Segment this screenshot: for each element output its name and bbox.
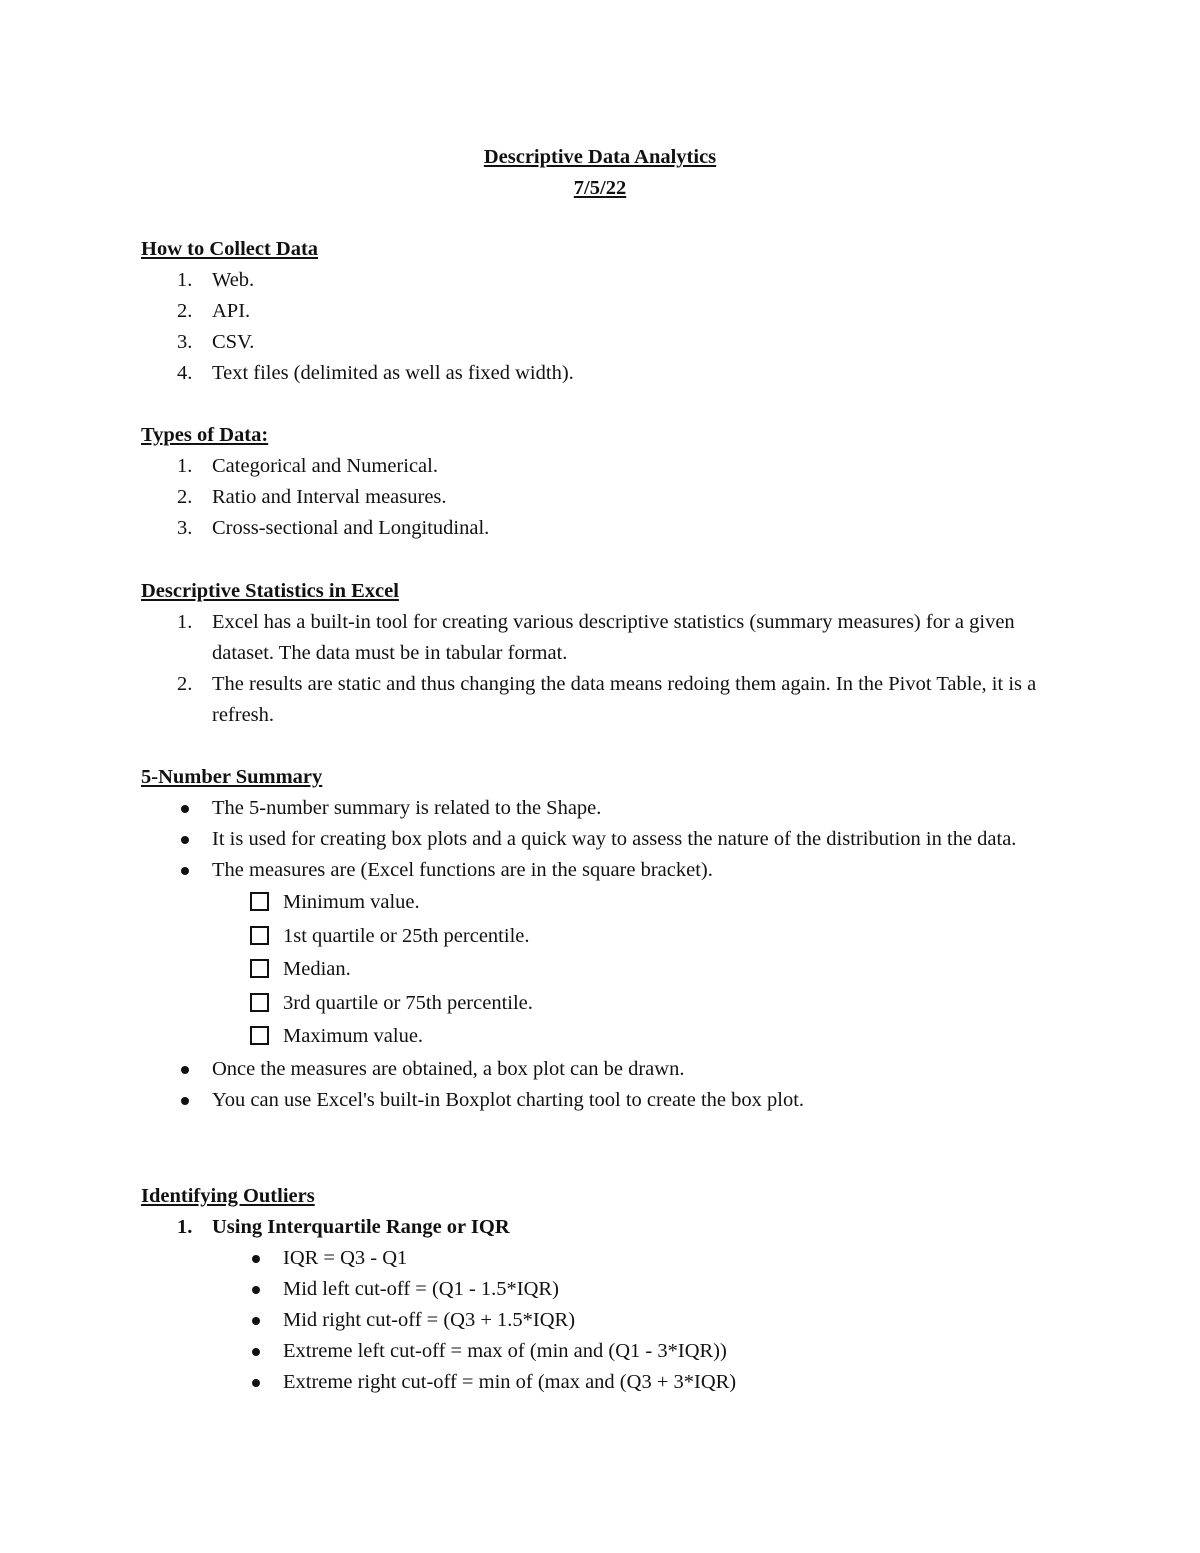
checkbox-list-item <box>141 886 1071 920</box>
list-number: 1. <box>177 1216 193 1238</box>
bullet-icon <box>181 867 189 875</box>
list-item-text: Once the measures are obtained, a box plot can be drawn. <box>212 1057 685 1080</box>
five-number-list <box>141 793 1071 1116</box>
bullet-icon <box>252 1379 260 1387</box>
list-item-text: 1st quartile or 25th percentile. <box>283 924 530 947</box>
list-item-text: The results are static and thus changing the data means redoing them again. In the Pivot Table, it is a refresh. <box>212 673 1037 726</box>
sub-list-item <box>141 1274 1071 1305</box>
list-number: 2. <box>177 673 193 695</box>
list-item-text: Mid right cut-off = (Q3 + 1.5*IQR) <box>283 1309 576 1331</box>
list-item <box>141 793 1071 824</box>
list-item <box>141 824 1071 855</box>
collect-data-list <box>141 265 1071 389</box>
list-item-text: Extreme right cut-off = min of (max and (Q3 + 3*IQR) <box>283 1371 737 1393</box>
list-item <box>141 358 1071 389</box>
list-item <box>141 513 1071 544</box>
list-item-text: Using Interquartile Range or IQR <box>212 1216 510 1238</box>
heading-types-of-data: Types of Data: <box>141 424 269 446</box>
list-item-text: Cross-sectional and Longitudinal. <box>212 517 490 539</box>
list-item <box>141 296 1071 327</box>
title-block <box>0 142 1200 204</box>
list-item-text: Mid left cut-off = (Q1 - 1.5*IQR) <box>283 1278 559 1300</box>
document-title: Descriptive Data Analytics <box>483 146 717 168</box>
outliers-list <box>141 1212 1071 1398</box>
bullet-icon <box>252 1286 260 1294</box>
list-item-text: 3rd quartile or 75th percentile. <box>283 991 533 1014</box>
list-number: 3. <box>177 517 193 539</box>
list-item-text: Categorical and Numerical. <box>212 455 438 477</box>
list-item <box>141 1212 1071 1243</box>
checkbox-square-icon <box>250 1026 269 1045</box>
bullet-icon <box>181 805 189 813</box>
list-item <box>141 607 1071 669</box>
list-item <box>141 482 1071 513</box>
list-item-text: You can use Excel's built-in Boxplot charting tool to create the box plot. <box>212 1088 805 1111</box>
list-item-text: Ratio and Interval measures. <box>212 486 447 508</box>
sub-list-item <box>141 1305 1071 1336</box>
bullet-icon <box>252 1348 260 1356</box>
list-item-text: Maximum value. <box>283 1025 424 1047</box>
list-number: 1. <box>177 269 193 291</box>
bullet-icon <box>252 1255 260 1263</box>
heading-five-number-summary: 5-Number Summary <box>141 766 323 788</box>
list-item-text: Text files (delimited as well as fixed width). <box>212 362 574 384</box>
sub-list-item <box>141 1336 1071 1367</box>
bullet-icon <box>181 1066 189 1074</box>
checkbox-list-item <box>141 1020 1071 1054</box>
excel-stats-list <box>141 607 1071 731</box>
checkbox-square-icon <box>250 959 269 978</box>
document-date: 7/5/22 <box>573 177 627 199</box>
list-number: 4. <box>177 362 193 384</box>
list-item-text: IQR = Q3 - Q1 <box>283 1247 408 1269</box>
checkbox-list-item <box>141 920 1071 954</box>
bullet-icon <box>181 836 189 844</box>
list-item-text: CSV. <box>212 331 255 353</box>
list-item <box>141 327 1071 358</box>
heading-descriptive-stats-excel: Descriptive Statistics in Excel <box>141 580 399 602</box>
sub-list-item <box>141 1367 1071 1398</box>
checkbox-list-item <box>141 953 1071 987</box>
checkbox-square-icon <box>250 926 269 945</box>
list-number: 2. <box>177 300 193 322</box>
list-item <box>141 451 1071 482</box>
heading-collect-data: How to Collect Data <box>141 238 319 260</box>
list-number: 3. <box>177 331 193 353</box>
list-item <box>141 1054 1071 1085</box>
list-item-text: The 5-number summary is related to the Shape. <box>212 797 602 819</box>
list-number: 2. <box>177 486 193 508</box>
list-item-text: Web. <box>212 269 255 291</box>
list-item-text: The measures are (Excel functions are in the square bracket). <box>212 859 713 881</box>
bullet-icon <box>252 1317 260 1325</box>
heading-identifying-outliers: Identifying Outliers <box>141 1185 315 1207</box>
list-item <box>141 1085 1071 1116</box>
list-number: 1. <box>177 611 193 633</box>
checkbox-square-icon <box>250 892 269 911</box>
bullet-icon <box>181 1097 189 1105</box>
list-item-text: Minimum value. <box>283 891 420 913</box>
list-item <box>141 855 1071 886</box>
list-item-text: It is used for creating box plots and a quick way to assess the nature of the distribution in the data. <box>212 828 1017 850</box>
list-item-text: Excel has a built-in tool for creating various descriptive statistics (summary measures) for a given dataset. The data must be in tabular format. <box>212 611 1015 664</box>
list-item <box>141 669 1071 731</box>
list-number: 1. <box>177 455 193 477</box>
list-item-text: Extreme left cut-off = max of (min and (Q1 - 3*IQR)) <box>283 1340 727 1362</box>
list-item <box>141 265 1071 296</box>
checkbox-square-icon <box>250 993 269 1012</box>
list-item-text: Median. <box>283 958 351 980</box>
types-of-data-list <box>141 451 1071 544</box>
sub-list-item <box>141 1243 1071 1274</box>
checkbox-list-item <box>141 987 1071 1021</box>
list-item-text: API. <box>212 300 251 322</box>
